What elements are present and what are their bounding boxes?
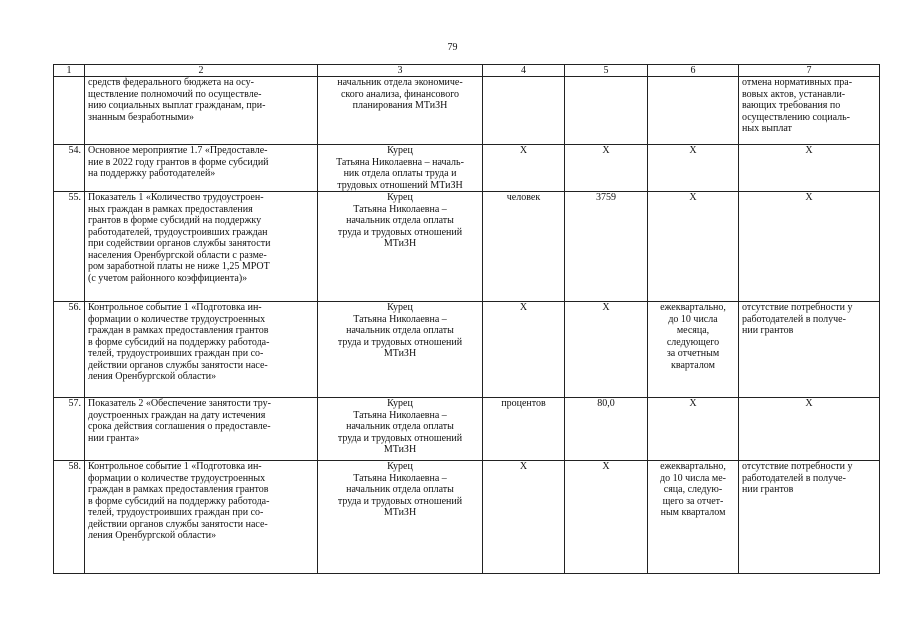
row-value: [565, 77, 648, 145]
row-description: Показатель 1 «Количество трудоустроен- ных граждан в рамках предоставления грантов в форме субсидий на поддержку работодателей, трудоустроивших граждан при содействии органов службы занятости населения Оренбургской области с разме- ром заработной платы не ниже 1,25 МРОТ (с учетом районного коэффициента)»: [85, 192, 318, 302]
column-number: 1: [54, 65, 85, 77]
row-responsible: Курец Татьяна Николаевна – начальник отдела оплаты труда и трудовых отношений МТиЗН: [318, 192, 483, 302]
row-risk: Х: [739, 398, 880, 461]
row-responsible: Курец Татьяна Николаевна – начальник отдела оплаты труда и трудовых отношений МТиЗН: [318, 398, 483, 461]
row-unit: Х: [483, 302, 565, 398]
row-number: 54.: [54, 145, 85, 192]
row-number: 57.: [54, 398, 85, 461]
table-row: [54, 145, 880, 192]
column-number: 4: [483, 65, 565, 77]
column-number: 5: [565, 65, 648, 77]
row-unit: [483, 77, 565, 145]
row-deadline: Х: [648, 145, 739, 192]
table-row: [54, 302, 880, 398]
row-risk: отсутствие потребности у работодателей в получе- нии грантов: [739, 302, 880, 398]
column-number: 6: [648, 65, 739, 77]
row-number: 56.: [54, 302, 85, 398]
column-number: 7: [739, 65, 880, 77]
row-responsible: начальник отдела экономиче- ского анализа, финансового планирования МТиЗН: [318, 77, 483, 145]
row-number: 58.: [54, 461, 85, 574]
row-number: [54, 77, 85, 145]
row-value: Х: [565, 461, 648, 574]
row-risk: отсутствие потребности у работодателей в получе- нии грантов: [739, 461, 880, 574]
row-deadline: Х: [648, 398, 739, 461]
row-deadline: Х: [648, 192, 739, 302]
row-deadline: ежеквартально, до 10 числа ме- сяца, следую- щего за отчет- ным кварталом: [648, 461, 739, 574]
row-deadline: [648, 77, 739, 145]
table-row: [54, 77, 880, 145]
row-unit: Х: [483, 145, 565, 192]
row-value: 3759: [565, 192, 648, 302]
row-description: Основное мероприятие 1.7 «Предоставле- ние в 2022 году грантов в форме субсидий на поддержку работодателей»: [85, 145, 318, 192]
column-number: 2: [85, 65, 318, 77]
row-description: Контрольное событие 1 «Подготовка ин- формации о количестве трудоустроенных граждан в рамках предоставления грантов в форме субсидий на поддержку работода- телей, трудоустроивших граждан при со- действии органов службы занятости насе- ления Оренбургской области»: [85, 302, 318, 398]
row-number: 55.: [54, 192, 85, 302]
row-unit: человек: [483, 192, 565, 302]
row-value: 80,0: [565, 398, 648, 461]
row-description: средств федерального бюджета на осу- ществление полномочий по осуществле- нию социальных выплат гражданам, при- знанным безработными»: [85, 77, 318, 145]
row-value: Х: [565, 302, 648, 398]
row-description: Показатель 2 «Обеспечение занятости тру- доустроенных граждан на дату истечения срока действия соглашения о предоставле- нии гранта»: [85, 398, 318, 461]
table-row: [54, 192, 880, 302]
table-row: [54, 461, 880, 574]
row-responsible: Курец Татьяна Николаевна – началь- ник отдела оплаты труда и трудовых отношений МТиЗН: [318, 145, 483, 192]
column-number: 3: [318, 65, 483, 77]
row-responsible: Курец Татьяна Николаевна – начальник отдела оплаты труда и трудовых отношений МТиЗН: [318, 461, 483, 574]
row-risk: Х: [739, 145, 880, 192]
row-responsible: Курец Татьяна Николаевна – начальник отдела оплаты труда и трудовых отношений МТиЗН: [318, 302, 483, 398]
row-unit: Х: [483, 461, 565, 574]
row-risk: Х: [739, 192, 880, 302]
row-description: Контрольное событие 1 «Подготовка ин- формации о количестве трудоустроенных граждан в рамках предоставления грантов в форме субсидий на поддержку работода- телей, трудоустроивших граждан при со- действии органов службы занятости насе- ления Оренбургской области»: [85, 461, 318, 574]
column-number-row: [54, 65, 880, 77]
row-risk: отмена нормативных пра- вовых актов, устанавли- вающих требования по осуществлению социаль- ных выплат: [739, 77, 880, 145]
plan-table: [53, 64, 880, 574]
page-number: 79: [447, 42, 458, 53]
row-value: Х: [565, 145, 648, 192]
table-row: [54, 398, 880, 461]
row-deadline: ежеквартально, до 10 числа месяца, следующего за отчетным кварталом: [648, 302, 739, 398]
row-unit: процентов: [483, 398, 565, 461]
